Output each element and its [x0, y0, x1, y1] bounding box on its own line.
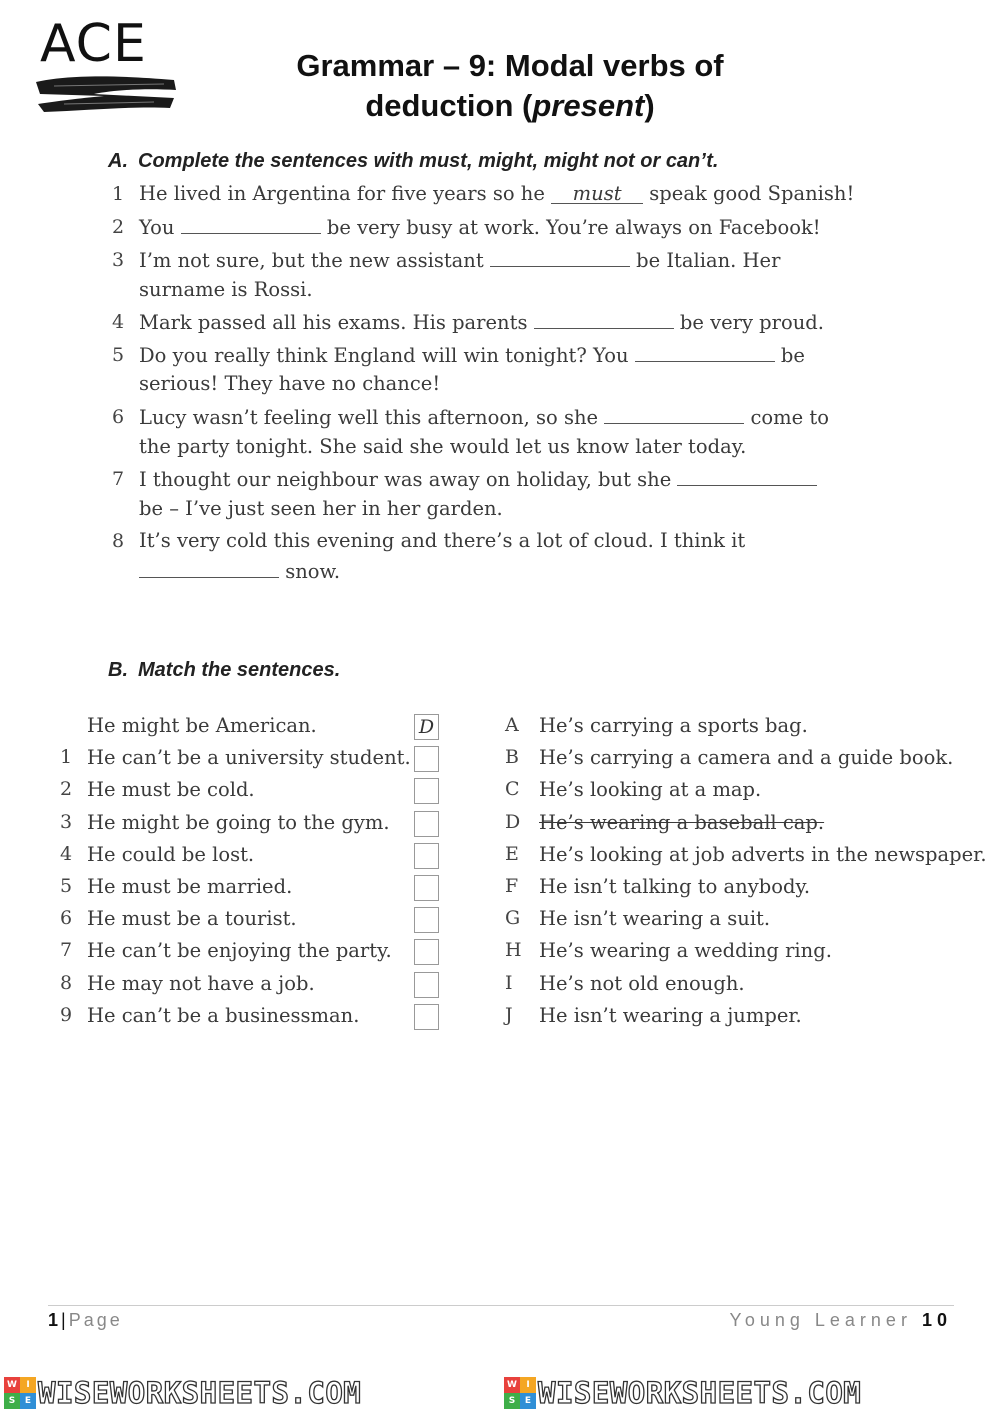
answer-box[interactable]: [414, 778, 439, 804]
answer-blank[interactable]: [604, 405, 744, 424]
left-sentence: He can’t be enjoying the party.: [87, 939, 392, 962]
ace-logo: [34, 14, 179, 108]
right-sentence: He’s carrying a camera and a guide book.: [539, 746, 954, 769]
sentence-line: serious! They have no chance!: [139, 372, 441, 395]
item-number: 7: [60, 939, 73, 961]
sentence-line: He lived in Argentina for five years so he must speak good Spanish!: [139, 182, 855, 205]
logo-text: ACE: [40, 14, 147, 74]
answer-blank[interactable]: must: [551, 185, 643, 204]
answer-blank[interactable]: [635, 343, 775, 362]
item-number: 2: [112, 216, 125, 238]
left-sentence: He must be cold.: [87, 778, 255, 801]
match-row: [0, 875, 1000, 907]
answer-box[interactable]: [414, 875, 439, 901]
brush-stroke-icon: [34, 68, 179, 116]
section-b-heading: B. Match the sentences.: [108, 659, 341, 681]
option-letter: C: [505, 778, 520, 800]
match-row: [0, 778, 1000, 810]
wiseworksheets-badge-icon: W I S E: [4, 1377, 36, 1409]
item-number: 9: [60, 1004, 73, 1026]
match-row: [0, 972, 1000, 1004]
watermark: [4, 1376, 361, 1410]
match-row: [0, 1004, 1000, 1036]
option-letter: D: [505, 811, 521, 833]
item-number: 4: [60, 843, 73, 865]
right-sentence-struck: He’s wearing a baseball cap.: [539, 811, 825, 834]
item-number: 6: [60, 907, 73, 929]
item-number: 8: [112, 530, 125, 552]
match-row: [0, 843, 1000, 875]
option-letter: F: [505, 875, 519, 897]
left-sentence: He can’t be a university student.: [87, 746, 411, 769]
level-label: Young Learner 10: [729, 1310, 952, 1330]
item-number: 5: [60, 875, 73, 897]
item-number: 3: [112, 249, 125, 271]
watermark-text: WISEWORKSHEETS.COM: [38, 1376, 362, 1410]
sentence-line: Mark passed all his exams. His parents be very proud.: [139, 311, 824, 334]
sentence-line: be – I’ve just seen her in her garden.: [139, 497, 503, 520]
sentence-line: the party tonight. She said she would let us know later today.: [139, 435, 747, 458]
sentence-line: Do you really think England will win tonight? You be: [139, 344, 805, 367]
option-letter: J: [505, 1004, 513, 1026]
answer-box[interactable]: [414, 746, 439, 772]
left-sentence: He could be lost.: [87, 843, 255, 866]
item-number: 1: [112, 183, 125, 205]
answer-box[interactable]: [414, 843, 439, 869]
title-line-2: deduction (present): [365, 88, 655, 123]
sentence-line: Lucy wasn’t feeling well this afternoon, so she come to: [139, 406, 829, 429]
right-sentence: He’s carrying a sports bag.: [539, 714, 808, 737]
right-sentence: He’s looking at a map.: [539, 778, 762, 801]
answer-box[interactable]: [414, 811, 439, 837]
option-letter: A: [505, 714, 519, 736]
watermark-text: WISEWORKSHEETS.COM: [538, 1376, 862, 1410]
match-row: [0, 714, 1000, 746]
sentence-line: I thought our neighbour was away on holiday, but she: [139, 467, 817, 491]
sentence-line: It’s very cold this evening and there’s a lot of cloud. I think it: [139, 529, 746, 552]
answer-box[interactable]: [414, 1004, 439, 1030]
answer-blank[interactable]: [181, 215, 321, 234]
option-letter: B: [505, 746, 519, 768]
answer-box[interactable]: [414, 972, 439, 998]
sentence-line: snow.: [139, 559, 340, 583]
option-letter: H: [505, 939, 522, 961]
right-sentence: He’s looking at job adverts in the newspaper.: [539, 843, 987, 866]
sentence-line: You be very busy at work. You’re always on Facebook!: [139, 216, 821, 239]
left-sentence: He may not have a job.: [87, 972, 315, 995]
right-sentence: He isn’t wearing a suit.: [539, 907, 771, 930]
right-sentence: He isn’t talking to anybody.: [539, 875, 811, 898]
page-title: [230, 46, 790, 126]
match-row: [0, 746, 1000, 778]
answer-blank[interactable]: [139, 559, 279, 578]
option-letter: I: [505, 972, 513, 994]
item-number: 2: [60, 778, 73, 800]
option-letter: G: [505, 907, 521, 929]
answer-box[interactable]: D: [414, 714, 439, 740]
right-sentence: He’s wearing a wedding ring.: [539, 939, 832, 962]
left-sentence: He might be American.: [87, 714, 317, 737]
answer-box[interactable]: [414, 939, 439, 965]
answer-blank[interactable]: [534, 310, 674, 329]
sentence-line: I’m not sure, but the new assistant be Italian. Her: [139, 249, 781, 272]
answer-blank[interactable]: [677, 467, 817, 486]
item-number: 8: [60, 972, 73, 994]
option-letter: E: [505, 843, 519, 865]
item-number: 7: [112, 468, 125, 490]
left-sentence: He might be going to the gym.: [87, 811, 390, 834]
match-row: [0, 907, 1000, 939]
wiseworksheets-badge-icon: W I S E: [504, 1377, 536, 1409]
page-number: 1|Page: [48, 1310, 123, 1330]
right-sentence: He’s not old enough.: [539, 972, 745, 995]
sentence-line: surname is Rossi.: [139, 278, 313, 301]
title-line-1: Grammar – 9: Modal verbs of: [296, 48, 724, 83]
match-row: [0, 939, 1000, 971]
left-sentence: He can’t be a businessman.: [87, 1004, 360, 1027]
item-number: 1: [60, 746, 73, 768]
watermark: [504, 1376, 861, 1410]
answer-blank[interactable]: [490, 248, 630, 267]
footer-divider: [48, 1305, 954, 1306]
left-sentence: He must be married.: [87, 875, 293, 898]
section-a-heading: A. Complete the sentences with must, might, might not or can’t.: [108, 150, 719, 172]
match-row: [0, 811, 1000, 843]
answer-box[interactable]: [414, 907, 439, 933]
item-number: 3: [60, 811, 73, 833]
left-sentence: He must be a tourist.: [87, 907, 297, 930]
right-sentence: He isn’t wearing a jumper.: [539, 1004, 802, 1027]
item-number: 4: [112, 311, 125, 333]
item-number: 6: [112, 406, 125, 428]
item-number: 5: [112, 344, 125, 366]
